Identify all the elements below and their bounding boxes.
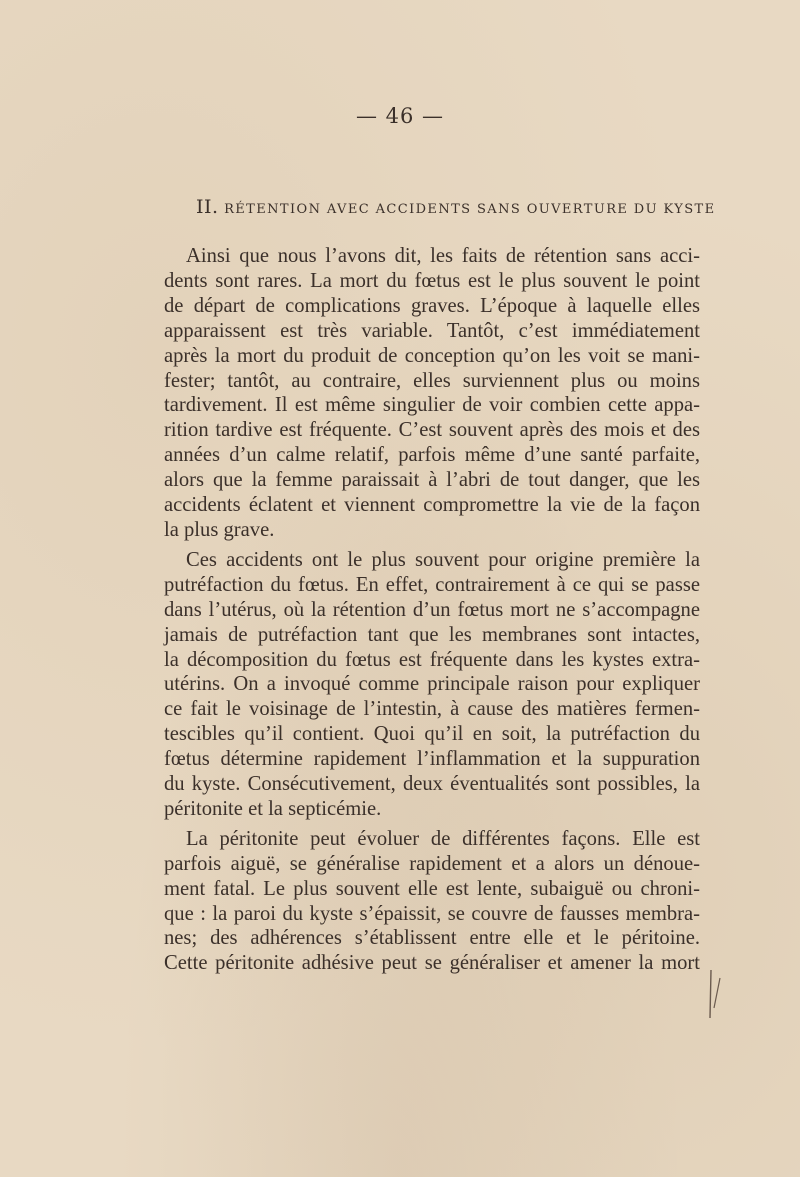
text-line: La péritonite peut évoluer de différentes façons. Elle est — [186, 827, 700, 850]
text-line: apparaissent est très variable. Tantôt, c’est immédiatement — [164, 319, 700, 342]
pencil-stroke — [710, 970, 711, 1018]
text-line: dans l’utérus, où la rétention d’un fœtus mort ne s’accompagne — [164, 598, 700, 621]
text-line: putréfaction du fœtus. En effet, contrairement à ce qui se passe — [164, 573, 700, 596]
section-number: II. — [196, 196, 219, 218]
page-number: — 46 — — [355, 104, 445, 128]
paragraph — [164, 548, 700, 822]
body-text — [164, 244, 700, 981]
section-title-text: RÉTENTION AVEC ACCIDENTS SANS OUVERTURE DU KYSTE — [224, 202, 716, 217]
text-line: du kyste. Consécutivement, deux éventualités sont possibles, la — [164, 773, 700, 796]
text-line: ce fait le voisinage de l’intestin, à cause des matières fermen- — [164, 698, 700, 721]
text-line: tescibles qu’il contient. Quoi qu’il en soit, la putréfaction du — [164, 723, 700, 746]
text-line: ment fatal. Le plus souvent elle est lente, subaiguë ou chroni- — [164, 877, 700, 900]
text-line: après la mort du produit de conception qu’on les voit se mani- — [164, 344, 700, 367]
section-heading — [196, 196, 716, 218]
paragraph — [164, 827, 700, 976]
text-line: rition tardive est fréquente. C’est souvent après des mois et des — [164, 419, 700, 442]
text-line: Cette péritonite adhésive peut se généraliser et amener la mort — [164, 952, 700, 975]
paragraph — [164, 244, 700, 543]
text-line: nes; des adhérences s’établissent entre elle et le péritoine. — [164, 927, 700, 950]
text-line: tardivement. Il est même singulier de voir combien cette appa- — [164, 394, 700, 417]
text-line: la plus grave. — [164, 518, 275, 541]
text-line: péritonite et la septicémie. — [164, 797, 382, 820]
text-line: que : la paroi du kyste s’épaissit, se couvre de fausses membra- — [164, 902, 700, 925]
text-line: parfois aiguë, se généralise rapidement et a alors un dénoue- — [164, 852, 700, 875]
text-line: années d’un calme relatif, parfois même d’une santé parfaite, — [164, 444, 700, 467]
text-line: fœtus détermine rapidement l’inflammation et la suppuration — [164, 748, 700, 771]
text-line: la décomposition du fœtus est fréquente dans les kystes extra- — [164, 648, 700, 671]
text-line: Ainsi que nous l’avons dit, les faits de rétention sans acci- — [186, 245, 700, 267]
text-line: dents sont rares. La mort du fœtus est le plus souvent le point — [164, 269, 700, 292]
margin-pencil-mark — [708, 968, 722, 1020]
text-line: accidents éclatent et viennent compromettre la vie de la façon — [164, 494, 700, 517]
text-line: utérins. On a invoqué comme principale raison pour expliquer — [164, 673, 700, 696]
pencil-stroke — [714, 978, 720, 1008]
text-line: de départ de complications graves. L’époque à laquelle elles — [164, 294, 700, 317]
text-line: Ces accidents ont le plus souvent pour origine première la — [186, 548, 700, 571]
text-line: jamais de putréfaction tant que les membranes sont intactes, — [164, 623, 700, 646]
text-line: fester; tantôt, au contraire, elles surviennent plus ou moins — [164, 369, 700, 392]
text-line: alors que la femme paraissait à l’abri de tout danger, que les — [164, 469, 700, 492]
